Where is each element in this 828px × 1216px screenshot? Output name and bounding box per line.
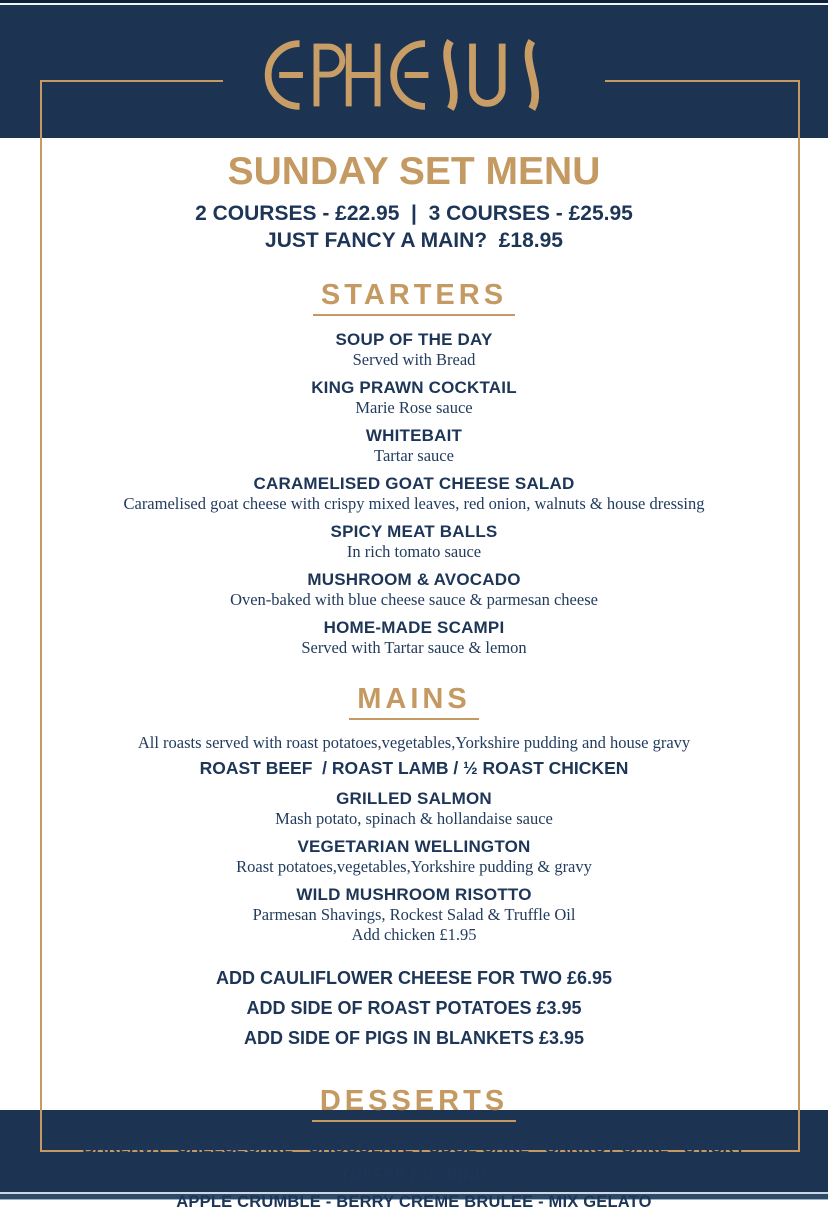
desserts-line: APPLE CRUMBLE - BERRY CREME BRULEE - MIX GELATO [176,1193,652,1211]
item-description: Oven-baked with blue cheese sauce & parmesan cheese [230,590,598,609]
item-name: WHITEBAIT [365,426,463,445]
roasts-options-line: ROAST BEEF / ROAST LAMB / ½ ROAST CHICKEN [199,758,629,778]
menu-item [60,473,768,514]
item-description: Mash potato, spinach & hollandaise sauce [275,809,553,828]
addon-line: ADD CAULIFLOWER CHEESE FOR TWO £6.95 [215,968,613,988]
menu-content [60,150,768,1216]
item-description: Roast potatoes,vegetables,Yorkshire pudding & gravy [236,857,592,876]
item-name: HOME-MADE SCAMPI [323,618,505,637]
menu-item [60,788,768,829]
mains-heading: MAINS [349,683,478,720]
page-title: SUNDAY SET MENU [227,150,601,193]
menu-item [60,521,768,562]
starters-heading-row [60,279,768,316]
courses-price-line: 2 COURSES - £22.95 | 3 COURSES - £25.95 [195,202,633,225]
item-name: GRILLED SALMON [336,789,492,808]
addon-line: ADD SIDE OF ROAST POTATOES £3.95 [246,998,582,1018]
menu-item [60,836,768,877]
menu-item [60,377,768,418]
item-description: Tartar sauce [374,446,454,465]
item-name: WILD MUSHROOM RISOTTO [296,885,532,904]
brand-logo [223,36,605,114]
item-description: Caramelised goat cheese with crispy mixed leaves, red onion, walnuts & house dressing [123,494,705,513]
menu-item [60,884,768,945]
desserts-line: BAKLAVA - CHEESECAKE - CHOCOLATE FUDGE CAKE - CARROT CAKE - STICKY TOFFEE PUDDING [82,1139,751,1184]
mains-heading-row [60,683,768,720]
ephesus-logo-icon [249,36,579,114]
mains-note: All roasts served with roast potatoes,vegetables,Yorkshire pudding and house gravy [137,733,691,752]
main-only-price-line: JUST FANCY A MAIN? £18.95 [265,229,563,252]
addons-list [60,963,768,1053]
menu-item [60,425,768,466]
item-description: In rich tomato sauce [346,542,482,561]
desserts-heading: DESSERTS [312,1085,516,1122]
item-name: KING PRAWN COCKTAIL [311,378,517,397]
starters-heading: STARTERS [313,279,515,316]
item-description: Marie Rose sauce [355,398,473,417]
menu-item [60,569,768,610]
desserts-heading-row [60,1085,768,1122]
item-name: SOUP OF THE DAY [335,330,493,349]
item-description: Served with Bread [352,350,476,369]
menu-item [60,329,768,370]
item-name: SPICY MEAT BALLS [330,522,498,541]
item-name: VEGETARIAN WELLINGTON [297,837,531,856]
menu-item [60,617,768,658]
addon-line: ADD SIDE OF PIGS IN BLANKETS £3.95 [243,1028,585,1048]
item-name: MUSHROOM & AVOCADO [307,570,521,589]
item-name: CARAMELISED GOAT CHEESE SALAD [253,474,575,493]
item-description: Served with Tartar sauce & lemon [301,638,527,657]
item-description: Parmesan Shavings, Rockest Salad & Truffle Oil [252,905,576,924]
item-description-extra: Add chicken £1.95 [351,925,477,944]
